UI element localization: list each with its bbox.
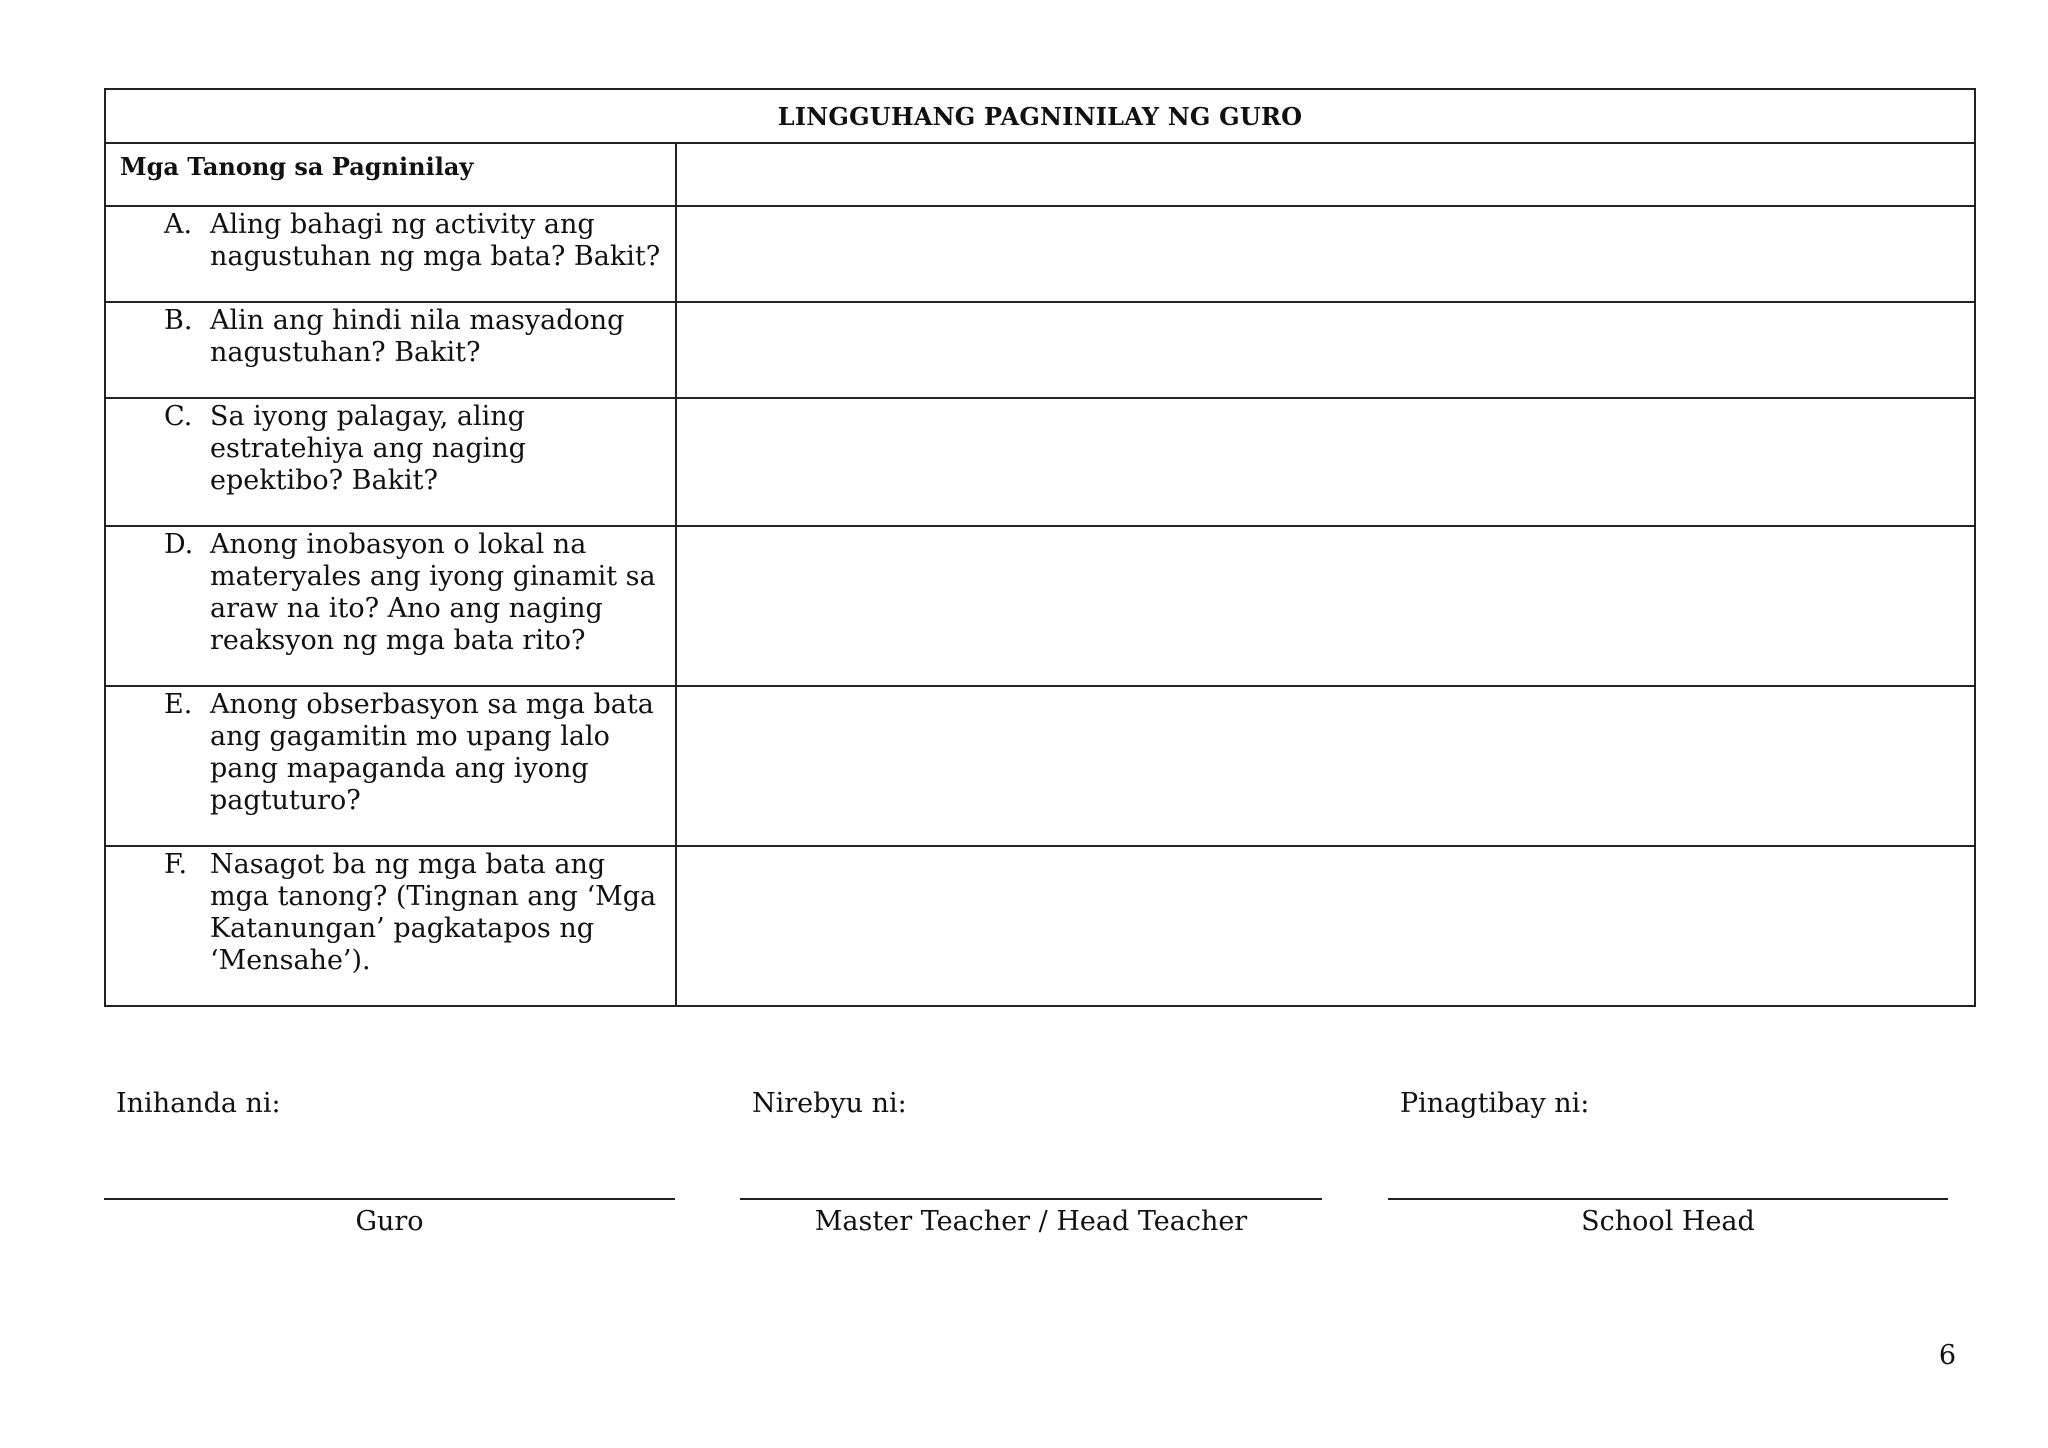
answer-cell[interactable] [676, 686, 1975, 846]
table-row [105, 398, 1975, 526]
table-row [105, 206, 1975, 302]
signature-block-reviewed [740, 1088, 1322, 1237]
question-letter: F. [164, 849, 188, 880]
question-cell [105, 206, 676, 302]
table-row [105, 526, 1975, 686]
question-letter: E. [164, 689, 193, 720]
table-row [105, 846, 1975, 1006]
table-title: LINGGUHANG PAGNINILAY NG GURO [105, 89, 1975, 143]
question-letter: B. [164, 305, 193, 336]
page-number: 6 [1938, 1340, 1956, 1371]
question-cell [105, 526, 676, 686]
signature-block-prepared [104, 1088, 675, 1237]
signature-role: School Head [1581, 1206, 1755, 1237]
signature-line[interactable] [740, 1198, 1322, 1200]
question-cell [105, 302, 676, 398]
answer-cell[interactable] [676, 846, 1975, 1006]
answer-cell[interactable] [676, 302, 1975, 398]
question-text: Sa iyong palagay, aling estratehiya ang naging epektibo? Bakit? [210, 401, 526, 496]
reflection-table [104, 88, 1976, 1007]
signature-block-approved [1388, 1088, 1948, 1237]
question-letter: A. [164, 209, 193, 240]
question-letter: C. [164, 401, 193, 432]
table-header-row [105, 143, 1975, 206]
signature-label: Nirebyu ni: [752, 1088, 907, 1119]
signature-label: Pinagtibay ni: [1400, 1088, 1590, 1119]
question-letter: D. [164, 529, 194, 560]
questions-header: Mga Tanong sa Pagninilay [105, 143, 676, 206]
answers-header-cell [676, 143, 1975, 206]
question-text: Anong obserbasyon sa mga bata ang gagamitin mo upang lalo pang mapaganda ang iyong pagtuturo? [210, 689, 654, 816]
signature-line[interactable] [104, 1198, 675, 1200]
signature-label: Inihanda ni: [116, 1088, 281, 1119]
question-text: Anong inobasyon o lokal na materyales ang iyong ginamit sa araw na ito? Ano ang naging reaksyon ng mga bata rito? [210, 529, 656, 656]
question-text: Alin ang hindi nila masyadong nagustuhan? Bakit? [210, 305, 625, 368]
signature-line[interactable] [1388, 1198, 1948, 1200]
table-row [105, 302, 1975, 398]
question-cell [105, 846, 676, 1006]
question-cell [105, 398, 676, 526]
question-cell [105, 686, 676, 846]
answer-cell[interactable] [676, 398, 1975, 526]
signature-role: Master Teacher / Head Teacher [814, 1206, 1248, 1237]
question-text: Aling bahagi ng activity ang nagustuhan ng mga bata? Bakit? [210, 209, 661, 272]
table-title-row [105, 89, 1975, 143]
answer-cell[interactable] [676, 526, 1975, 686]
signature-role: Guro [355, 1206, 424, 1237]
table-row [105, 686, 1975, 846]
question-text: Nasagot ba ng mga bata ang mga tanong? (Tingnan ang ‘Mga Katanungan’ pagkatapos ng ‘Mensahe’). [210, 849, 657, 976]
answer-cell[interactable] [676, 206, 1975, 302]
